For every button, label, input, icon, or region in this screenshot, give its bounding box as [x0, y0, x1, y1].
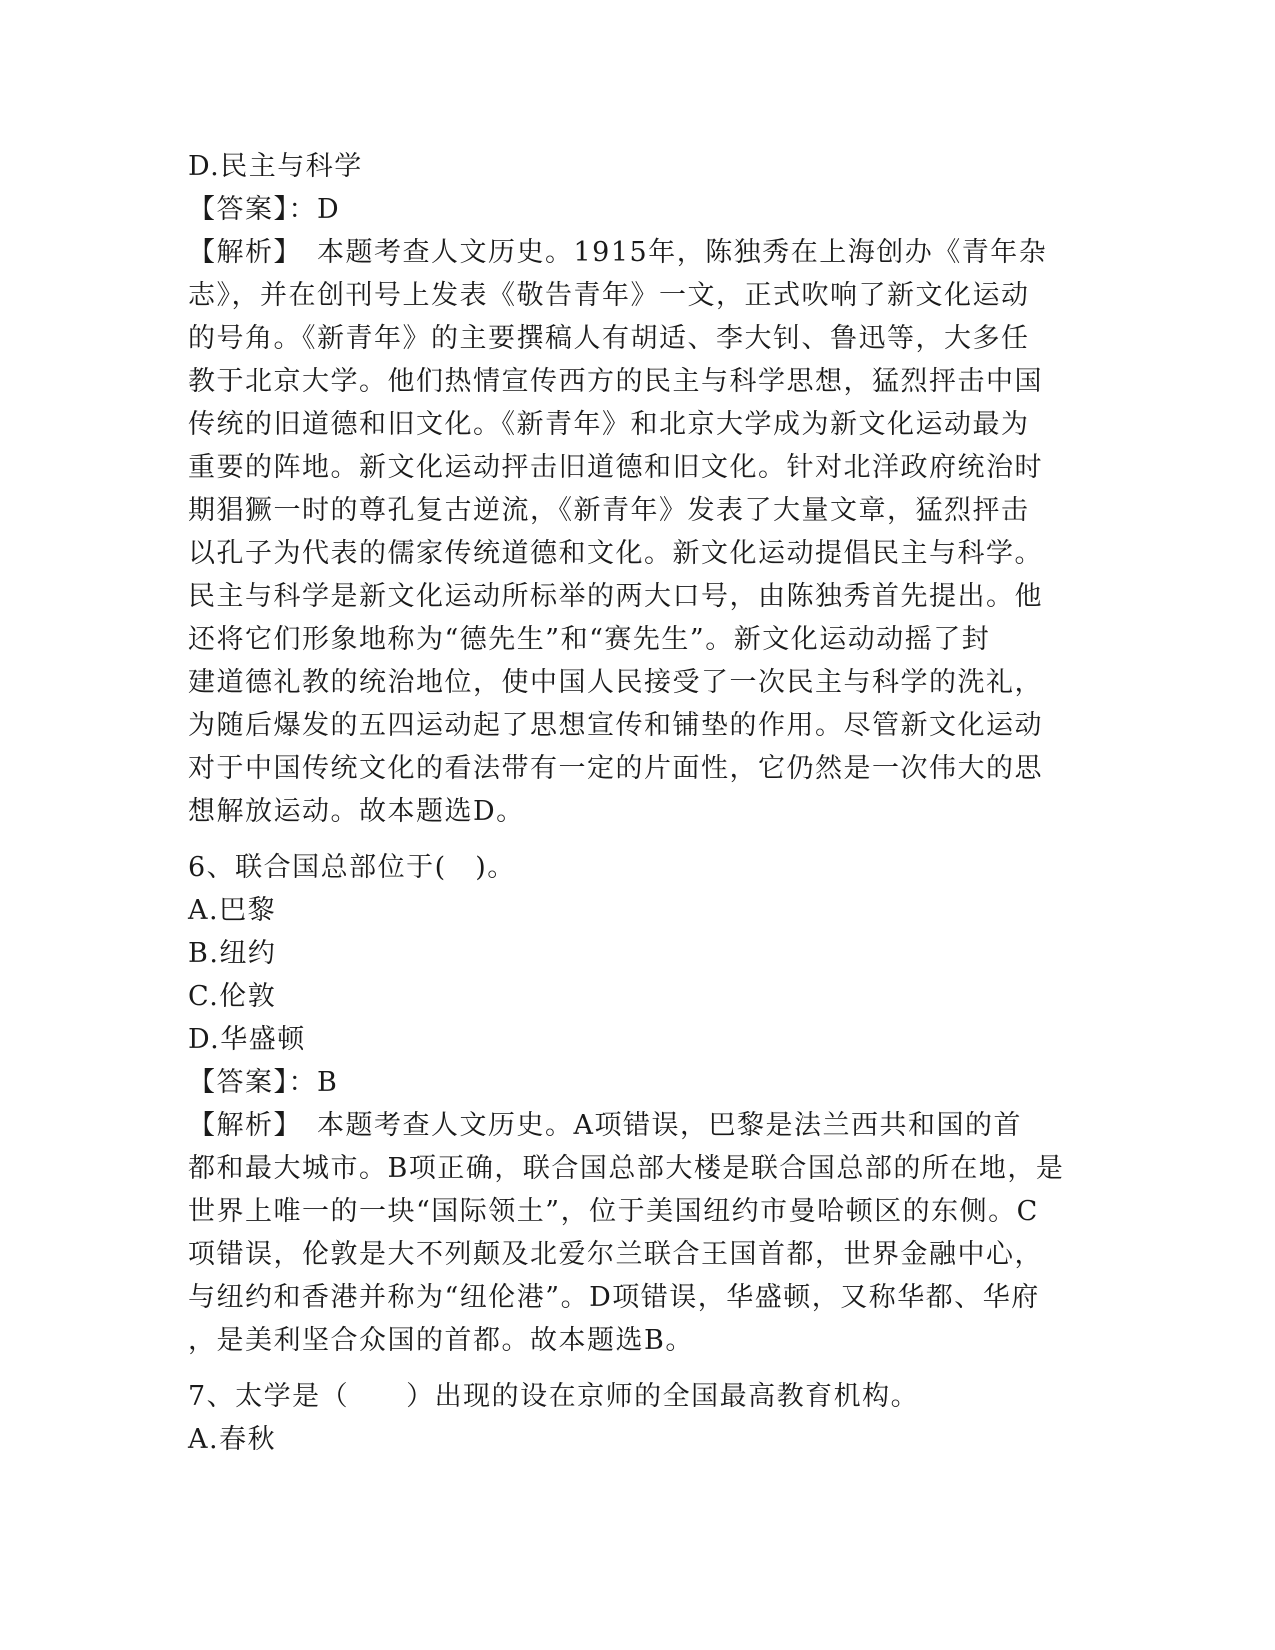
q5-analysis [188, 231, 1088, 833]
q5-analysis-line: 的号角。《新青年》的主要撰稿人有胡适、李大钊、鲁迅等，大多任 [188, 323, 1030, 354]
q5-analysis-line: 传统的旧道德和旧文化。《新青年》和北京大学成为新文化运动最为 [188, 409, 1030, 440]
q6-option-b: B.纽约 [188, 938, 277, 969]
q7-question: 7、太学是（ ）出现的设在京师的全国最高教育机构。 [188, 1381, 920, 1412]
q5-analysis-line: 想解放运动。故本题选D。 [188, 796, 525, 827]
q5-analysis-line: 重要的阵地。新文化运动抨击旧道德和旧文化。针对北洋政府统治时 [188, 452, 1043, 483]
q6-option-c: C.伦敦 [188, 981, 277, 1012]
q5-analysis-line: 对于中国传统文化的看法带有一定的片面性，它仍然是一次伟大的思 [188, 753, 1043, 784]
q7-option-a: A.春秋 [188, 1424, 277, 1455]
q5-analysis-line: 建道德礼教的统治地位，使中国人民接受了一次民主与科学的洗礼， [188, 667, 1043, 698]
q6-analysis [188, 1104, 1088, 1362]
q5-analysis-line: 志》，并在创刊号上发表《敬告青年》一文，正式吹响了新文化运动 [188, 280, 1030, 311]
q6-analysis-line: 项错误，伦敦是大不列颠及北爱尔兰联合王国首都，世界金融中心， [188, 1239, 1043, 1270]
q6-analysis-line: 世界上唯一的一块“国际领土”，位于美国纽约市曼哈顿区的东侧。C [188, 1196, 1039, 1227]
q6-analysis-line: 【解析】 本题考查人文历史。A项错误，巴黎是法兰西共和国的首 [188, 1110, 1022, 1141]
q5-option-d: D.民主与科学 [188, 151, 363, 182]
q5-analysis-line: 为随后爆发的五四运动起了思想宣传和铺垫的作用。尽管新文化运动 [188, 710, 1043, 741]
q6-option-d: D.华盛顿 [188, 1024, 306, 1055]
q5-analysis-line: 期猖獗一时的尊孔复古逆流，《新青年》发表了大量文章，猛烈抨击 [188, 495, 1030, 526]
q6-question: 6、联合国总部位于( )。 [188, 852, 516, 883]
q6-analysis-line: ，是美利坚合众国的首都。故本题选B。 [188, 1325, 694, 1356]
q5-analysis-line: 【解析】 本题考查人文历史。1915年，陈独秀在上海创办《青年杂 [188, 237, 1048, 268]
q5-analysis-line: 民主与科学是新文化运动所标举的两大口号，由陈独秀首先提出。他 [188, 581, 1043, 612]
q5-answer: 【答案】：D [188, 194, 341, 225]
q5-analysis-line: 教于北京大学。他们热情宣传西方的民主与科学思想，猛烈抨击中国 [188, 366, 1043, 397]
q6-analysis-line: 都和最大城市。B项正确，联合国总部大楼是联合国总部的所在地，是 [188, 1153, 1065, 1184]
q6-answer: 【答案】：B [188, 1067, 339, 1098]
document-page [188, 145, 1088, 1461]
q5-analysis-line: 还将它们形象地称为“德先生”和“赛先生”。新文化运动动摇了封 [188, 624, 991, 655]
q6-analysis-line: 与纽约和香港并称为“纽伦港”。D项错误，华盛顿，又称华都、华府 [188, 1282, 1040, 1313]
q6-option-a: A.巴黎 [188, 895, 277, 926]
q5-analysis-line: 以孔子为代表的儒家传统道德和文化。新文化运动提倡民主与科学。 [188, 538, 1043, 569]
